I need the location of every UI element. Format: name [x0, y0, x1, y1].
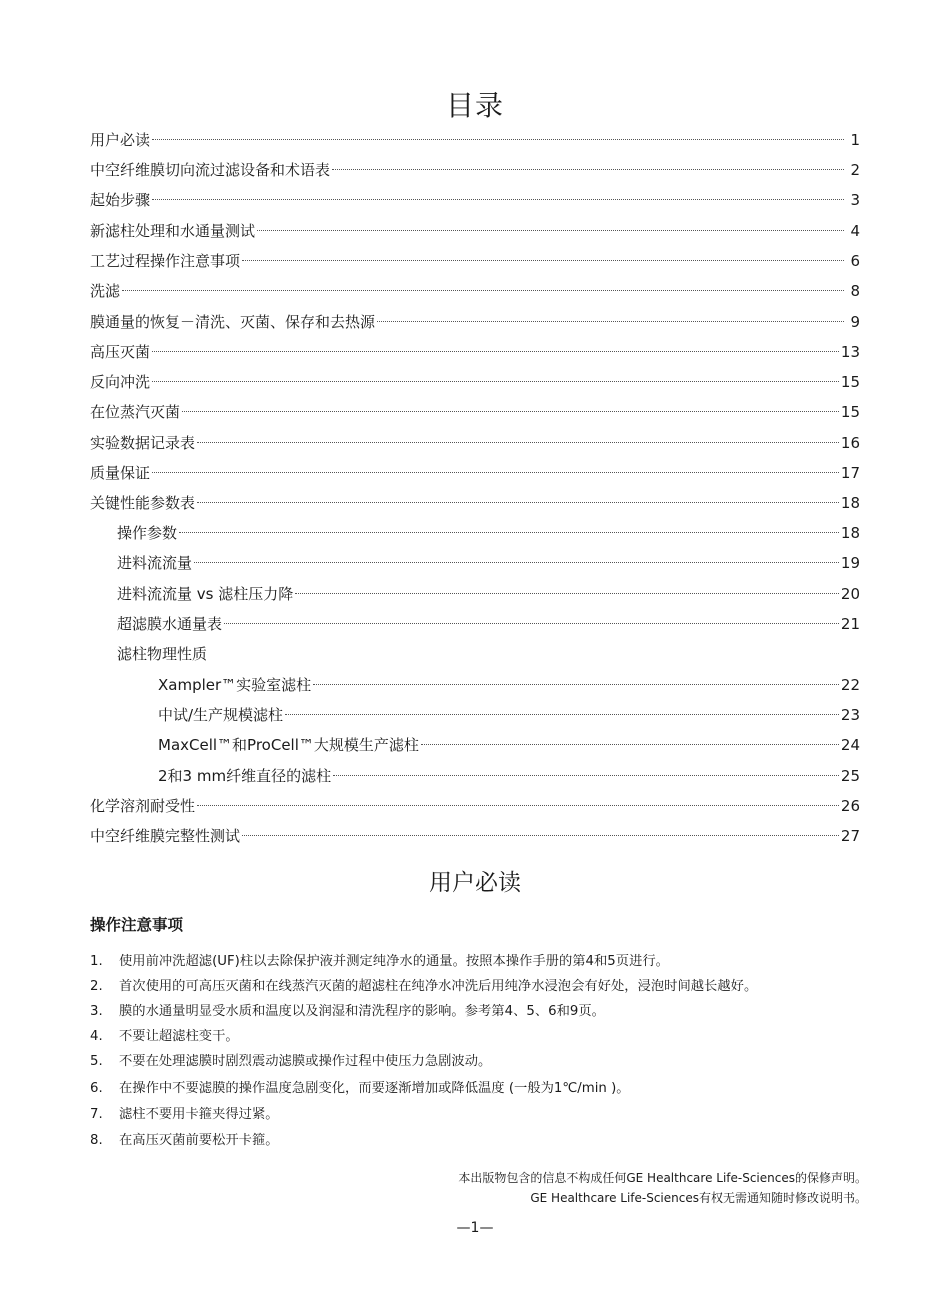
toc-entry-page: 6 [850, 252, 860, 270]
toc-leader-dots [197, 442, 839, 443]
toc-entry-label: 中空纤维膜完整性测试 [90, 827, 241, 845]
toc-entry-page: 17 [840, 464, 860, 482]
toc-entry-label: 高压灭菌 [90, 343, 151, 361]
toc-entry-label: 起始步骤 [90, 191, 151, 209]
toc-leader-dots [152, 139, 844, 140]
list-item [90, 1103, 279, 1127]
toc-entry-label: 中空纤维膜切向流过滤设备和术语表 [90, 161, 331, 179]
list-item-number: 1. [90, 954, 103, 969]
toc-entry-page: 20 [840, 585, 860, 603]
toc-entry-page: 24 [840, 736, 860, 754]
toc-entry-label: 洗滤 [90, 282, 121, 300]
toc-entry-page: 1 [850, 131, 860, 149]
toc-entry[interactable] [90, 824, 860, 848]
toc-leader-dots [295, 593, 839, 594]
list-item-text: 使用前冲洗超滤(UF)柱以去除保护液并测定纯净水的通量。按照本操作手册的第4和5页进行。 [119, 954, 669, 969]
toc-entry-label: 操作参数 [117, 524, 178, 542]
toc-subentry[interactable] [117, 612, 860, 636]
list-item [90, 1025, 239, 1049]
toc-leader-dots [242, 260, 844, 261]
toc-leader-dots [285, 714, 839, 715]
toc-entry-label: 进料流流量 [117, 554, 193, 572]
toc-entry-page: 9 [850, 313, 860, 331]
toc-entry-label: 中试/生产规模滤柱 [158, 706, 284, 724]
toc-entry-label: 超滤膜水通量表 [117, 615, 223, 633]
toc-entry-page: 23 [840, 706, 860, 724]
toc-subheading [117, 642, 517, 666]
list-item-text: 在高压灭菌前要松开卡箍。 [119, 1133, 279, 1148]
list-item [90, 1000, 605, 1024]
list-item-number: 8. [90, 1133, 103, 1148]
toc-entry[interactable] [90, 400, 860, 424]
list-item-number: 2. [90, 979, 103, 994]
list-item-text: 膜的水通量明显受水质和温度以及润湿和清洗程序的影响。参考第4、5、6和9页。 [119, 1004, 605, 1019]
toc-leader-dots [313, 684, 839, 685]
toc-entry-label: MaxCell™和ProCell™大规模生产滤柱 [158, 736, 419, 754]
toc-subsubentry[interactable] [158, 733, 860, 757]
page-number: —1— [456, 1220, 494, 1236]
toc-title: 目录 [445, 89, 504, 122]
toc-entry-page: 4 [850, 222, 860, 240]
toc-entry[interactable] [90, 279, 860, 303]
toc-entry[interactable] [90, 310, 860, 334]
toc-entry-page: 22 [840, 676, 860, 694]
disclaimer-line-1: 本出版物包含的信息不构成任何GE Healthcare Life-Sciences的保修声明。 [458, 1171, 867, 1185]
list-item [90, 1077, 630, 1101]
toc-subentry[interactable] [117, 582, 860, 606]
list-item-number: 7. [90, 1107, 103, 1122]
toc-leader-dots [197, 805, 839, 806]
toc-entry-label: 新滤柱处理和水通量测试 [90, 222, 256, 240]
list-item [90, 975, 757, 999]
toc-entry-label: 膜通量的恢复－清洗、灭菌、保存和去热源 [90, 313, 376, 331]
toc-subentry[interactable] [117, 521, 860, 545]
toc-entry-page: 18 [840, 524, 860, 542]
toc-entry-label: 用户必读 [90, 131, 151, 149]
toc-entry-label: 实验数据记录表 [90, 434, 196, 452]
toc-leader-dots [333, 775, 839, 776]
toc-subsubentry[interactable] [158, 673, 860, 697]
list-item-text: 不要在处理滤膜时剧烈震动滤膜或操作过程中使压力急剧波动。 [119, 1054, 492, 1069]
toc-leader-dots [257, 230, 844, 231]
list-item [90, 1129, 279, 1153]
toc-entry[interactable] [90, 370, 860, 394]
toc-entry-page: 26 [840, 797, 860, 815]
list-item-text: 不要让超滤柱变干。 [119, 1029, 239, 1044]
toc-entry-page: 25 [840, 767, 860, 785]
toc-entry[interactable] [90, 188, 860, 212]
toc-entry[interactable] [90, 340, 860, 364]
toc-leader-dots [152, 381, 839, 382]
toc-entry-label: 质量保证 [90, 464, 151, 482]
disclaimer-line-2: GE Healthcare Life-Sciences有权无需通知随时修改说明书。 [530, 1191, 867, 1205]
toc-leader-dots [421, 744, 839, 745]
list-item [90, 950, 669, 974]
toc-entry-label: 反向冲洗 [90, 373, 151, 391]
toc-entry[interactable] [90, 491, 860, 515]
toc-entry-page: 15 [840, 373, 860, 391]
toc-entry-page: 13 [840, 343, 860, 361]
toc-entry-page: 15 [840, 403, 860, 421]
toc-entry-label: 进料流流量 vs 滤柱压力降 [117, 585, 294, 603]
toc-entry-page: 27 [840, 827, 860, 845]
list-item-number: 6. [90, 1081, 103, 1096]
toc-entry[interactable] [90, 794, 860, 818]
toc-entry-label: 化学溶剂耐受性 [90, 797, 196, 815]
list-item-text: 首次使用的可高压灭菌和在线蒸汽灭菌的超滤柱在纯净水冲洗后用纯净水浸泡会有好处，浸泡时间越长越好。 [119, 979, 758, 994]
toc-leader-dots [242, 835, 839, 836]
toc-leader-dots [377, 321, 844, 322]
toc-entry[interactable] [90, 461, 860, 485]
list-item-number: 5. [90, 1054, 103, 1069]
toc-entry[interactable] [90, 128, 860, 152]
list-item-number: 4. [90, 1029, 103, 1044]
toc-entry-page: 16 [840, 434, 860, 452]
toc-leader-dots [179, 532, 839, 533]
toc-subsubentry[interactable] [158, 703, 860, 727]
toc-entry-page: 3 [850, 191, 860, 209]
toc-entry-label: Xampler™实验室滤柱 [158, 676, 312, 694]
toc-leader-dots [197, 502, 839, 503]
toc-leader-dots [152, 472, 839, 473]
toc-subsubentry[interactable] [158, 764, 860, 788]
toc-leader-dots [182, 411, 839, 412]
toc-entry[interactable] [90, 431, 860, 455]
list-item [90, 1050, 491, 1074]
toc-entry-label: 2和3 mm纤维直径的滤柱 [158, 767, 332, 785]
toc-entry-label: 滤柱物理性质 [117, 645, 208, 663]
toc-leader-dots [332, 169, 844, 170]
toc-entry-page: 18 [840, 494, 860, 512]
toc-leader-dots [224, 623, 839, 624]
toc-entry[interactable] [90, 158, 860, 182]
toc-entry[interactable] [90, 219, 860, 243]
toc-entry-page: 19 [840, 554, 860, 572]
toc-subentry[interactable] [117, 551, 860, 575]
toc-entry-label: 工艺过程操作注意事项 [90, 252, 241, 270]
list-item-text: 滤柱不要用卡箍夹得过紧。 [119, 1107, 279, 1122]
toc-leader-dots [122, 290, 844, 291]
toc-entry-page: 2 [850, 161, 860, 179]
section-subtitle: 操作注意事项 [90, 916, 184, 934]
toc-entry-page: 8 [850, 282, 860, 300]
list-item-text: 在操作中不要滤膜的操作温度急剧变化，而要逐渐增加或降低温度 (一般为1℃/min )。 [119, 1081, 630, 1096]
toc-entry[interactable] [90, 249, 860, 273]
toc-entry-label: 关键性能参数表 [90, 494, 196, 512]
toc-entry-label: 在位蒸汽灭菌 [90, 403, 181, 421]
toc-leader-dots [152, 351, 839, 352]
list-item-number: 3. [90, 1004, 103, 1019]
section-title: 用户必读 [429, 870, 521, 896]
toc-leader-dots [152, 199, 844, 200]
toc-leader-dots [194, 562, 839, 563]
toc-entry-page: 21 [840, 615, 860, 633]
